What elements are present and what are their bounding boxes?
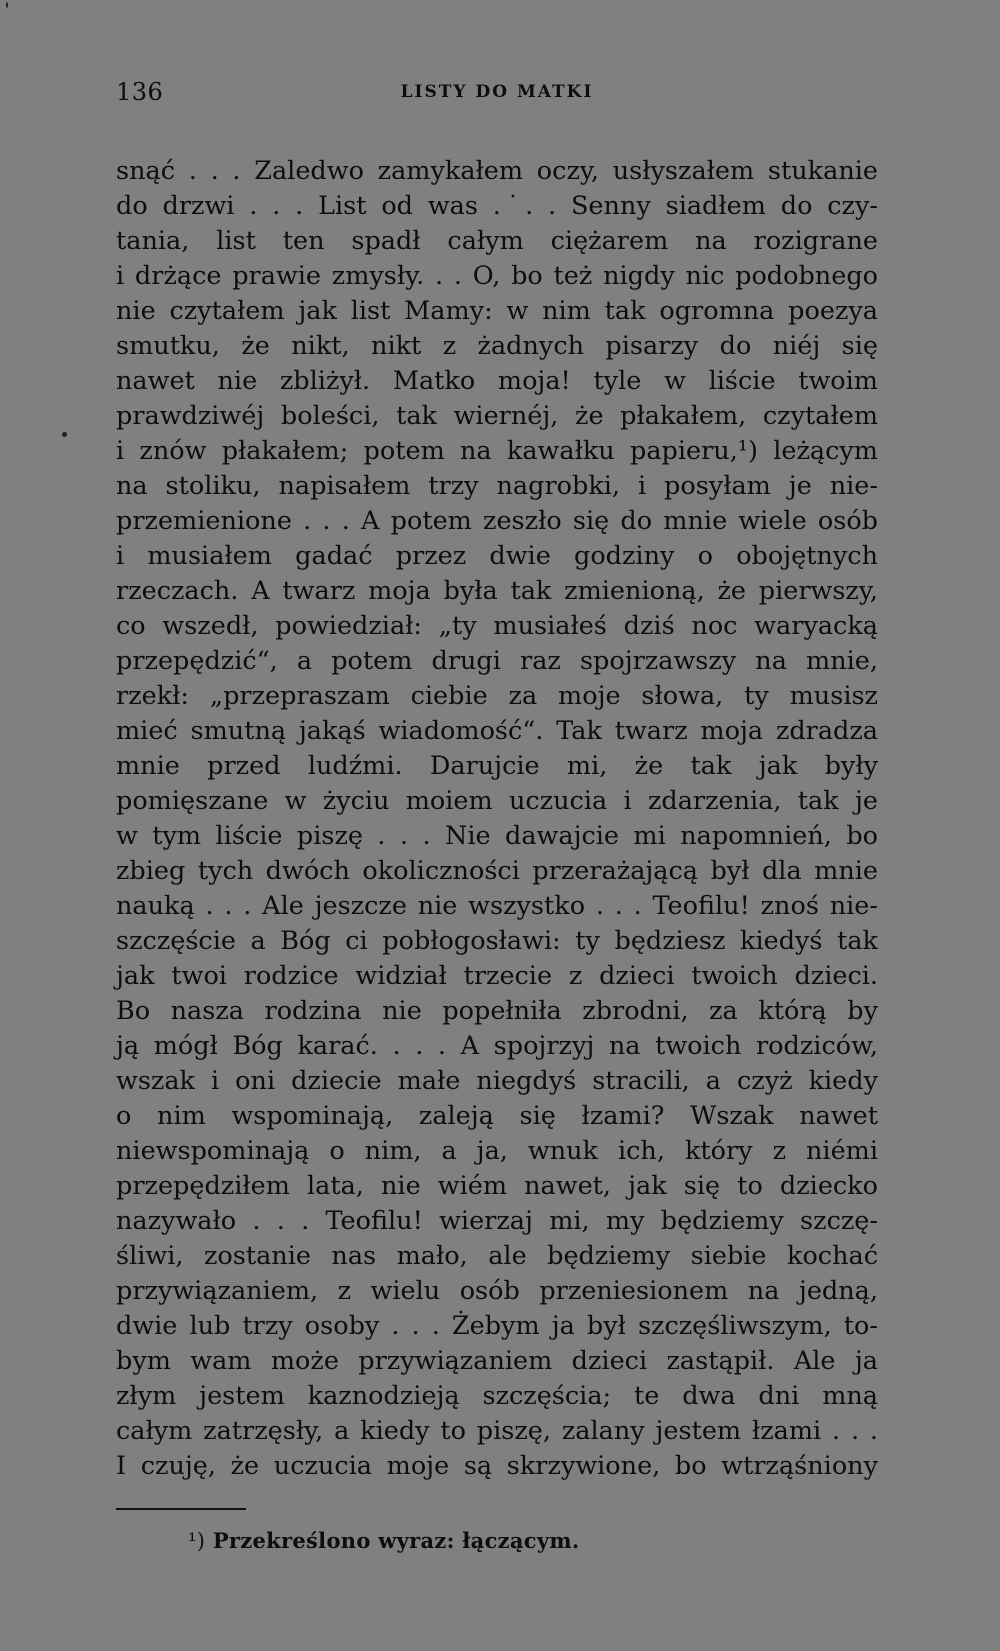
text-line: co wszedł, powiedział: „ty musiałeś dziś noc waryacką <box>116 611 878 641</box>
text-line: i drżące prawie zmysły. . . O, bo też nigdy nic podobnego <box>116 261 878 291</box>
text-line: złym jestem kaznodzieją szczęścia; te dwa dni mną <box>116 1381 878 1411</box>
text-line: I czuję, że uczucia moje są skrzywione, bo wtrząśniony <box>116 1451 878 1481</box>
text-line: szczęście a Bóg ci pobłogosławi: ty będziesz kiedyś tak <box>116 926 878 956</box>
text-line: nauką . . . Ale jeszcze nie wszystko . . . Teofilu! znoś nie- <box>116 891 878 921</box>
text-line: bym wam może przywiązaniem dzieci zastąpił. Ale ja <box>116 1346 878 1376</box>
text-line: nawet nie zbliżył. Matko moja! tyle w liście twoim <box>116 366 878 396</box>
text-line: tania, list ten spadł całym ciężarem na rozigrane <box>116 226 878 256</box>
text-line: smutku, że nikt, nikt z żadnych pisarzy do niéj się <box>116 331 878 361</box>
running-head: LISTY DO MATKI <box>400 82 594 102</box>
text-line: i musiałem gadać przez dwie godziny o obojętnych <box>116 541 878 571</box>
text-line: o nim wspominają, zaleją się łzami? Wszak nawet <box>116 1101 878 1131</box>
text-line: Bo nasza rodzina nie popełniła zbrodni, za którą by <box>116 996 878 1026</box>
text-line: dwie lub trzy osoby . . . Żebym ja był szczęśliwszym, to- <box>116 1311 878 1341</box>
text-line: mnie przed ludźmi. Darujcie mi, że tak jak były <box>116 751 878 781</box>
text-line: przepędzić“, a potem drugi raz spojrzawszy na mnie, <box>116 646 878 676</box>
text-line: zbieg tych dwóch okoliczności przerażającą był dla mnie <box>116 856 878 886</box>
text-line: pomięszane w życiu moiem uczucia i zdarzenia, tak je <box>116 786 878 816</box>
footnote-rule <box>116 1508 246 1510</box>
text-line: nie czytałem jak list Mamy: w nim tak ogromna poezya <box>116 296 878 326</box>
text-line: całym zatrzęsły, a kiedy to piszę, zalany jestem łzami . . . <box>116 1416 878 1446</box>
text-line: śliwi, zostanie nas mało, ale będziemy siebie kochać <box>116 1241 878 1271</box>
text-line: rzekł: „przepraszam ciebie za moje słowa, ty musisz <box>116 681 878 711</box>
paper-speck <box>6 2 8 8</box>
text-line: przepędziłem lata, nie wiém nawet, jak się to dziecko <box>116 1171 878 1201</box>
footnote-mark: ¹) <box>188 1529 206 1553</box>
body-text <box>116 154 878 1484</box>
text-line: nazywało . . . Teofilu! wierzaj mi, my będziemy szczę- <box>116 1206 878 1236</box>
text-line: rzeczach. A twarz moja była tak zmienioną, że pierwszy, <box>116 576 878 606</box>
text-line: w tym liście piszę . . . Nie dawajcie mi napomnień, bo <box>116 821 878 851</box>
text-line: przemienione . . . A potem zeszło się do mnie wiele osób <box>116 506 878 536</box>
page-header <box>116 78 878 112</box>
text-line: i znów płakałem; potem na kawałku papieru,¹) leżącym <box>116 436 878 466</box>
footnote-text: Przekreślono wyraz: łączącym. <box>212 1528 580 1553</box>
text-line: na stoliku, napisałem trzy nagrobki, i posyłam je nie- <box>116 471 878 501</box>
text-line: wszak i oni dziecie małe niegdyś stracili, a czyż kiedy <box>116 1066 878 1096</box>
text-line: snąć . . . Zaledwo zamykałem oczy, usłyszałem stukanie <box>116 156 878 186</box>
text-line: ją mógł Bóg karać. . . . A spojrzyj na twoich rodziców, <box>116 1031 878 1061</box>
text-line: niewspominają o nim, a ja, wnuk ich, który z niémi <box>116 1136 878 1166</box>
paper-speck <box>62 432 67 437</box>
text-line: przywiązaniem, z wielu osób przeniesionem na jedną, <box>116 1276 878 1306</box>
text-line: prawdziwéj boleści, tak wiernéj, że płakałem, czytałem <box>116 401 878 431</box>
text-line: do drzwi . . . List od was .˙. . Senny siadłem do czy- <box>116 191 878 221</box>
text-line: mieć smutną jakąś wiadomość“. Tak twarz moja zdradza <box>116 716 878 746</box>
footnote <box>188 1528 580 1553</box>
text-line: jak twoi rodzice widział trzecie z dzieci twoich dzieci. <box>116 961 878 991</box>
page-number: 136 <box>116 78 164 106</box>
